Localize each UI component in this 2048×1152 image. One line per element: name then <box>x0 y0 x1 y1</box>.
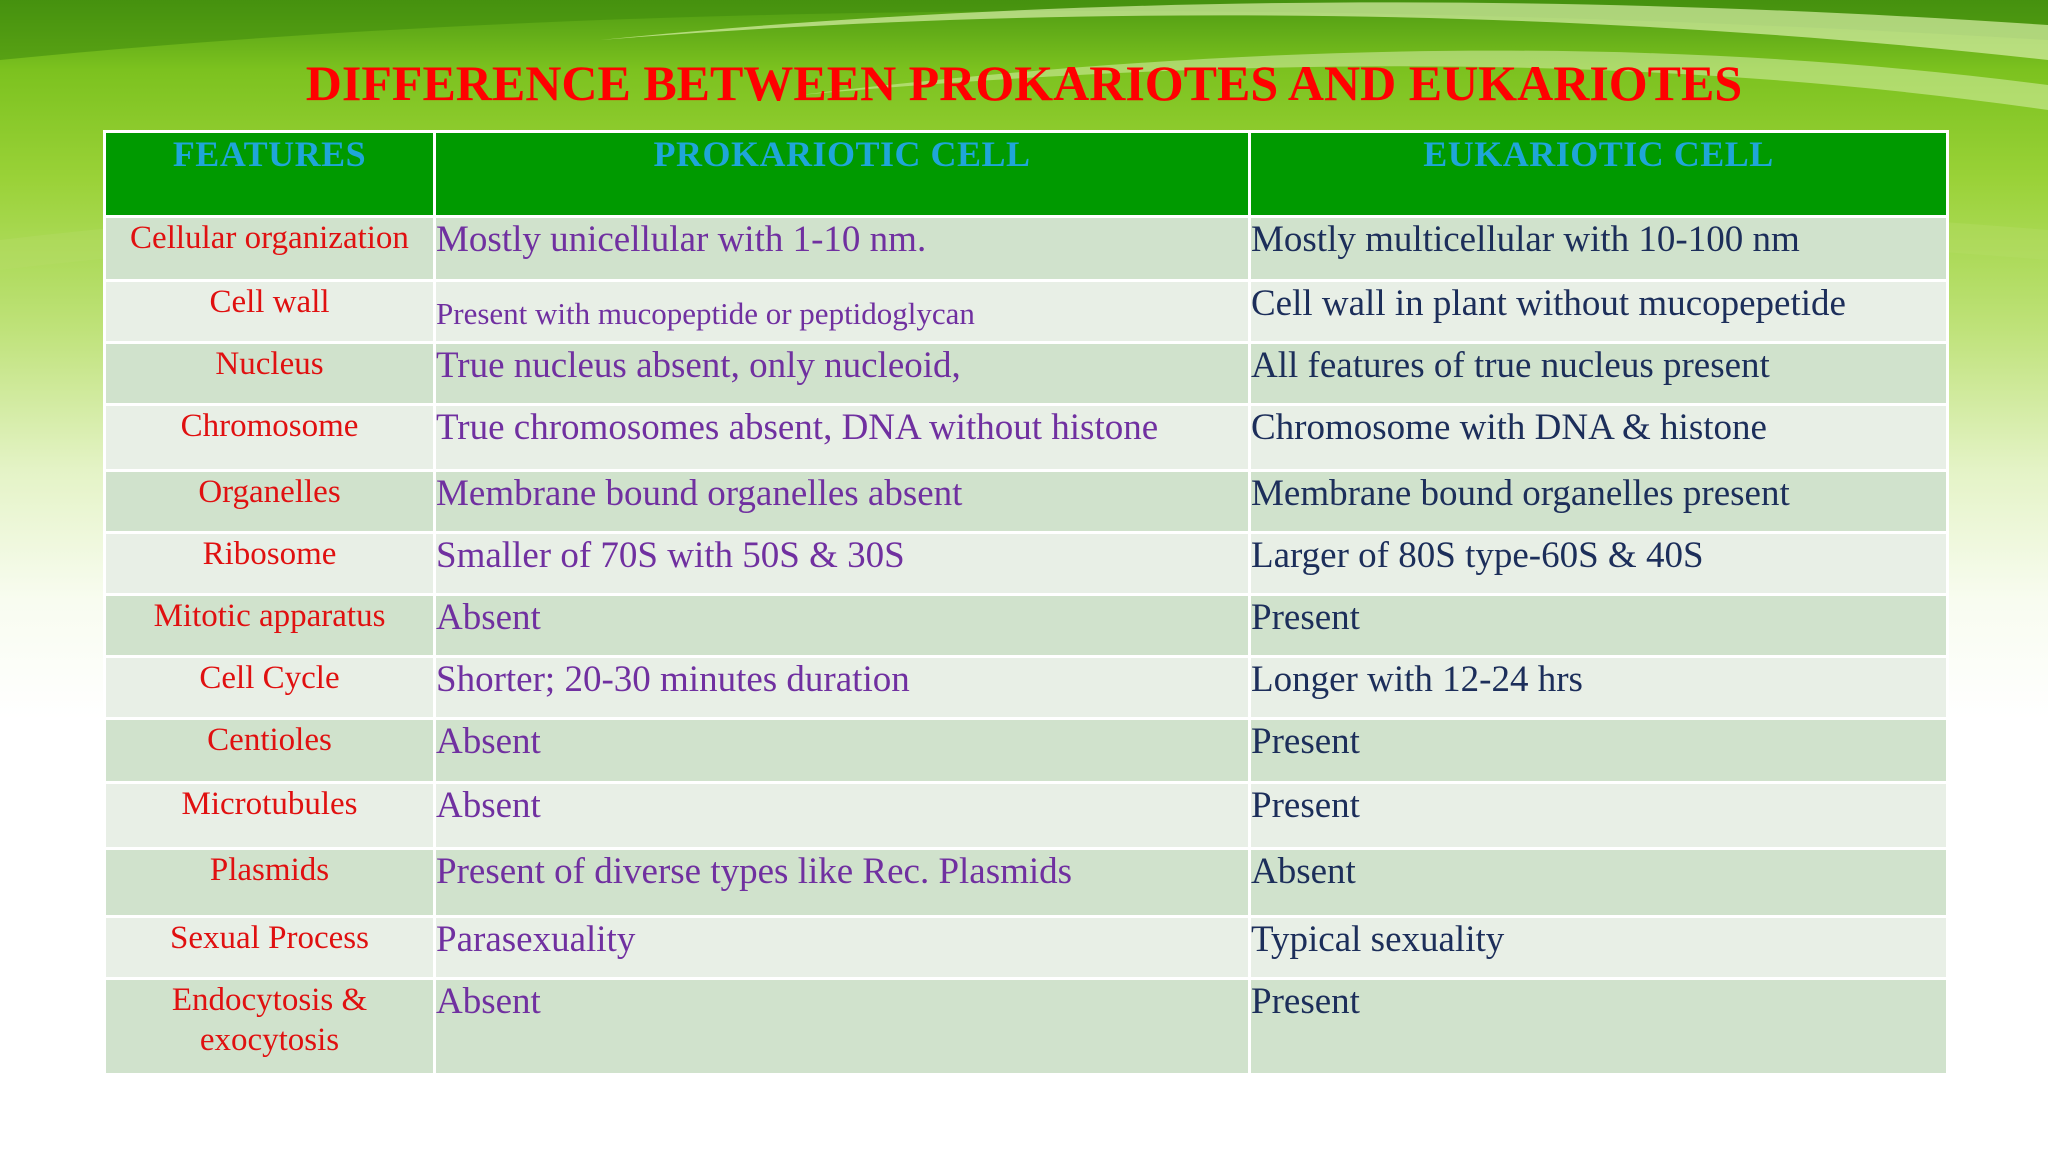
prokaryotic-cell: True nucleus absent, only nucleoid, <box>435 343 1250 405</box>
prokaryotic-cell: Mostly unicellular with 1-10 nm. <box>435 217 1250 281</box>
feature-cell: Mitotic apparatus <box>105 595 435 657</box>
table-row <box>105 217 1948 281</box>
table-row <box>105 849 1948 917</box>
table-row <box>105 405 1948 471</box>
eukaryotic-cell: Present <box>1250 783 1948 849</box>
table-row <box>105 595 1948 657</box>
feature-cell: Endocytosis & exocytosis <box>105 979 435 1075</box>
table-header-row <box>105 132 1948 217</box>
table-row <box>105 281 1948 343</box>
feature-cell: Centioles <box>105 719 435 783</box>
prokaryotic-cell: Smaller of 70S with 50S & 30S <box>435 533 1250 595</box>
feature-cell: Chromosome <box>105 405 435 471</box>
table-row <box>105 783 1948 849</box>
table-row <box>105 917 1948 979</box>
eukaryotic-cell: Cell wall in plant without mucopepetide <box>1250 281 1948 343</box>
prokaryotic-cell: True chromosomes absent, DNA without histone <box>435 405 1250 471</box>
eukaryotic-cell: Present <box>1250 719 1948 783</box>
prokaryotic-cell: Absent <box>435 783 1250 849</box>
eukaryotic-cell: All features of true nucleus present <box>1250 343 1948 405</box>
feature-cell: Cell Cycle <box>105 657 435 719</box>
table-row <box>105 343 1948 405</box>
table-row <box>105 471 1948 533</box>
table-row <box>105 533 1948 595</box>
slide-title: DIFFERENCE BETWEEN PROKARIOTES AND EUKARIOTES <box>305 55 1743 111</box>
header-features: FEATURES <box>105 132 435 217</box>
prokaryotic-cell: Present of diverse types like Rec. Plasmids <box>435 849 1250 917</box>
eukaryotic-cell: Mostly multicellular with 10-100 nm <box>1250 217 1948 281</box>
prokaryotic-cell: Absent <box>435 979 1250 1075</box>
eukaryotic-cell: Present <box>1250 979 1948 1075</box>
prokaryotic-cell: Shorter; 20-30 minutes duration <box>435 657 1250 719</box>
prokaryotic-cell: Absent <box>435 595 1250 657</box>
eukaryotic-cell: Chromosome with DNA & histone <box>1250 405 1948 471</box>
eukaryotic-cell: Longer with 12-24 hrs <box>1250 657 1948 719</box>
feature-cell: Cellular organization <box>105 217 435 281</box>
eukaryotic-cell: Membrane bound organelles present <box>1250 471 1948 533</box>
table-row <box>105 719 1948 783</box>
eukaryotic-cell: Typical sexuality <box>1250 917 1948 979</box>
eukaryotic-cell: Larger of 80S type-60S & 40S <box>1250 533 1948 595</box>
feature-cell: Cell wall <box>105 281 435 343</box>
prokaryotic-cell: Parasexuality <box>435 917 1250 979</box>
table-row <box>105 657 1948 719</box>
table-row <box>105 979 1948 1075</box>
prokaryotic-cell: Absent <box>435 719 1250 783</box>
eukaryotic-cell: Present <box>1250 595 1948 657</box>
feature-cell: Organelles <box>105 471 435 533</box>
feature-cell: Plasmids <box>105 849 435 917</box>
feature-cell: Nucleus <box>105 343 435 405</box>
feature-cell: Ribosome <box>105 533 435 595</box>
header-eukaryotic: EUKARIOTIC CELL <box>1250 132 1948 217</box>
prokaryotic-cell: Membrane bound organelles absent <box>435 471 1250 533</box>
eukaryotic-cell: Absent <box>1250 849 1948 917</box>
feature-cell: Sexual Process <box>105 917 435 979</box>
prokaryotic-cell: Present with mucopeptide or peptidoglycan <box>435 281 1250 343</box>
header-prokaryotic: PROKARIOTIC CELL <box>435 132 1250 217</box>
comparison-table <box>103 130 1949 1076</box>
feature-cell: Microtubules <box>105 783 435 849</box>
